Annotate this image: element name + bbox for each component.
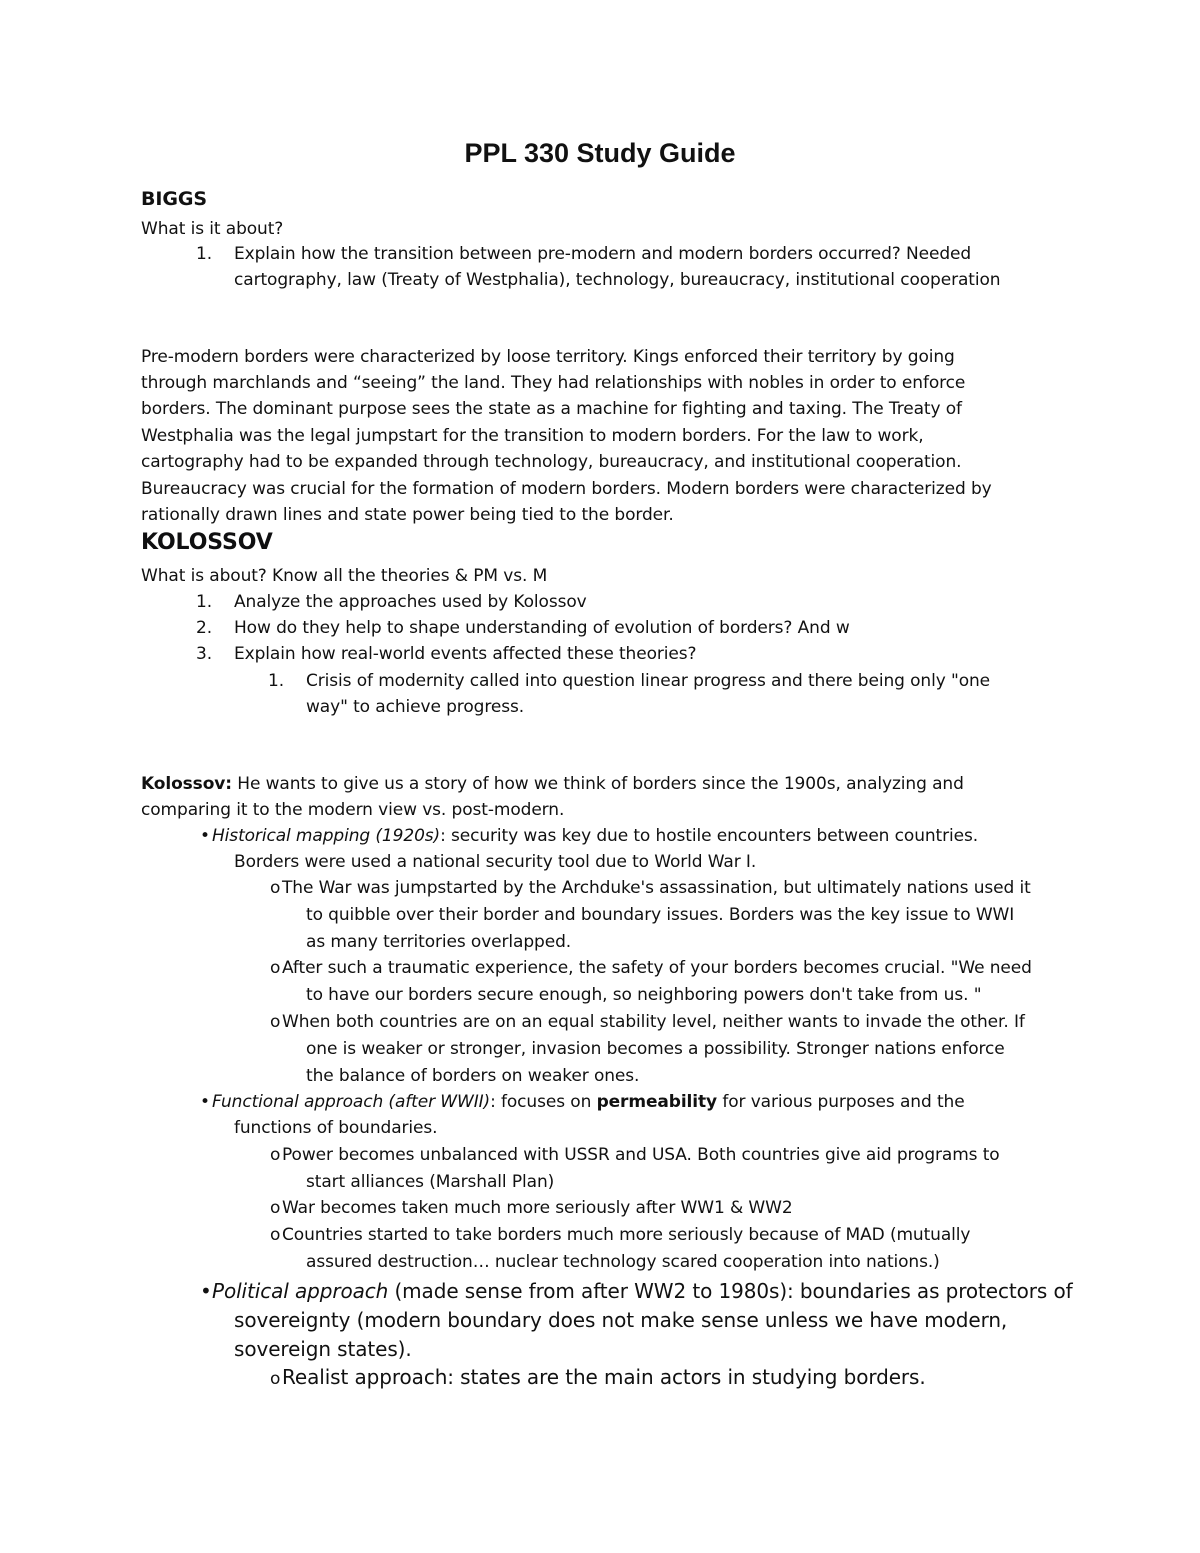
kolossov-subitem-line1: Crisis of modernity called into question linear progress and there being only "one xyxy=(306,671,991,691)
functional-bullet: • xyxy=(200,1092,210,1112)
kolossov-item-1-marker: 1. xyxy=(196,592,213,612)
political-approach-name: Political approach xyxy=(212,1279,389,1303)
functional-text-b: for various purposes and the xyxy=(717,1092,965,1112)
kolossov-intro-line2: comparing it to the modern view vs. post-modern. xyxy=(141,800,565,820)
kolossov-intro-text: He wants to give us a story of how we think of borders since the 1900s, analyzing and xyxy=(231,774,964,794)
historical-sub-3-line1: When both countries are on an equal stability level, neither wants to invade the other. If xyxy=(282,1012,1025,1032)
historical-approach-name: Historical mapping (1920s) xyxy=(212,826,441,846)
paragraph-line: borders. The dominant purpose sees the state as a machine for fighting and taxing. The Treaty of xyxy=(141,399,962,419)
historical-sub-1-line2: to quibble over their border and boundary issues. Borders was the key issue to WWI xyxy=(306,905,1015,925)
functional-sub-2-line1: War becomes taken much more seriously after WW1 & WW2 xyxy=(282,1198,793,1218)
historical-sub-3-line2: one is weaker or stronger, invasion becomes a possibility. Stronger nations enforce xyxy=(306,1039,1005,1059)
page-title: PPL 330 Study Guide xyxy=(464,138,736,168)
paragraph-line: rationally drawn lines and state power being tied to the border. xyxy=(141,505,674,525)
historical-sub-1-line1: The War was jumpstarted by the Archduke's assassination, but ultimately nations used it xyxy=(282,878,1031,898)
paragraph-line: cartography had to be expanded through technology, bureaucracy, and institutional cooperation. xyxy=(141,452,962,472)
biggs-item-1-line1: Explain how the transition between pre-modern and modern borders occurred? Needed xyxy=(234,244,972,264)
political-text: (made sense from after WW2 to 1980s): boundaries as protectors of xyxy=(388,1279,1073,1303)
sub-bullet: o xyxy=(270,878,281,898)
sub-bullet: o xyxy=(270,958,281,978)
functional-sub-1-line1: Power becomes unbalanced with USSR and USA. Both countries give aid programs to xyxy=(282,1145,1000,1165)
historical-sub-2-line1: After such a traumatic experience, the safety of your borders becomes crucial. "We need xyxy=(282,958,1032,978)
functional-line2: functions of boundaries. xyxy=(234,1118,438,1138)
kolossov-intro-label: Kolossov: xyxy=(141,774,232,794)
functional-sub-3-line1: Countries started to take borders much more seriously because of MAD (mutually xyxy=(282,1225,971,1245)
sub-bullet: o xyxy=(270,1012,281,1032)
biggs-question: What is it about? xyxy=(141,219,284,239)
historical-approach-text: : security was key due to hostile encounters between countries. xyxy=(440,826,979,846)
functional-approach-name: Functional approach (after WWII) xyxy=(212,1092,491,1112)
sub-bullet: o xyxy=(270,1225,281,1245)
political-line3: sovereign states). xyxy=(234,1337,412,1361)
kolossov-heading: KOLOSSOV xyxy=(141,530,273,555)
historical-line1 xyxy=(212,823,978,849)
kolossov-item-1: Analyze the approaches used by Kolossov xyxy=(234,592,587,612)
political-line1 xyxy=(212,1276,1073,1306)
paragraph-line: through marchlands and “seeing” the land. They had relationships with nobles in order to enforce xyxy=(141,373,966,393)
paragraph-line: Bureaucracy was crucial for the formation of modern borders. Modern borders were characterized by xyxy=(141,479,992,499)
political-line2: sovereignty (modern boundary does not make sense unless we have modern, xyxy=(234,1308,1008,1332)
sub-bullet: o xyxy=(270,1369,281,1389)
historical-sub-3-line3: the balance of borders on weaker ones. xyxy=(306,1066,640,1086)
historical-line2: Borders were used a national security tool due to World War I. xyxy=(234,852,757,872)
biggs-item-1-marker: 1. xyxy=(196,244,213,264)
historical-sub-2-line2: to have our borders secure enough, so neighboring powers don't take from us. " xyxy=(306,985,982,1005)
functional-sub-3-line2: assured destruction… nuclear technology scared cooperation into nations.) xyxy=(306,1252,940,1272)
functional-text-a: : focuses on xyxy=(490,1092,597,1112)
kolossov-item-2-marker: 2. xyxy=(196,618,213,638)
kolossov-item-2: How do they help to shape understanding of evolution of borders? And w xyxy=(234,618,850,638)
functional-bold-word: permeability xyxy=(596,1092,718,1112)
kolossov-subitem-marker: 1. xyxy=(268,671,285,691)
kolossov-question: What is about? Know all the theories & PM vs. M xyxy=(141,566,548,586)
historical-bullet: • xyxy=(200,826,210,846)
political-bullet: • xyxy=(200,1279,212,1303)
sub-bullet: o xyxy=(270,1145,281,1165)
historical-sub-1-line3: as many territories overlapped. xyxy=(306,932,572,952)
biggs-item-1-line2: cartography, law (Treaty of Westphalia), technology, bureaucracy, institutional cooperation xyxy=(234,270,1001,290)
functional-sub-1-line2: start alliances (Marshall Plan) xyxy=(306,1172,555,1192)
functional-line1 xyxy=(212,1089,965,1115)
kolossov-intro-line1 xyxy=(141,771,964,797)
paragraph-line: Pre-modern borders were characterized by loose territory. Kings enforced their territory by going xyxy=(141,347,955,367)
kolossov-item-3: Explain how real-world events affected these theories? xyxy=(234,644,697,664)
political-sub-1: Realist approach: states are the main actors in studying borders. xyxy=(282,1365,926,1389)
kolossov-subitem-line2: way" to achieve progress. xyxy=(306,697,525,717)
sub-bullet: o xyxy=(270,1198,281,1218)
paragraph-line: Westphalia was the legal jumpstart for the transition to modern borders. For the law to work, xyxy=(141,426,924,446)
biggs-heading: BIGGS xyxy=(141,188,207,210)
kolossov-item-3-marker: 3. xyxy=(196,644,213,664)
